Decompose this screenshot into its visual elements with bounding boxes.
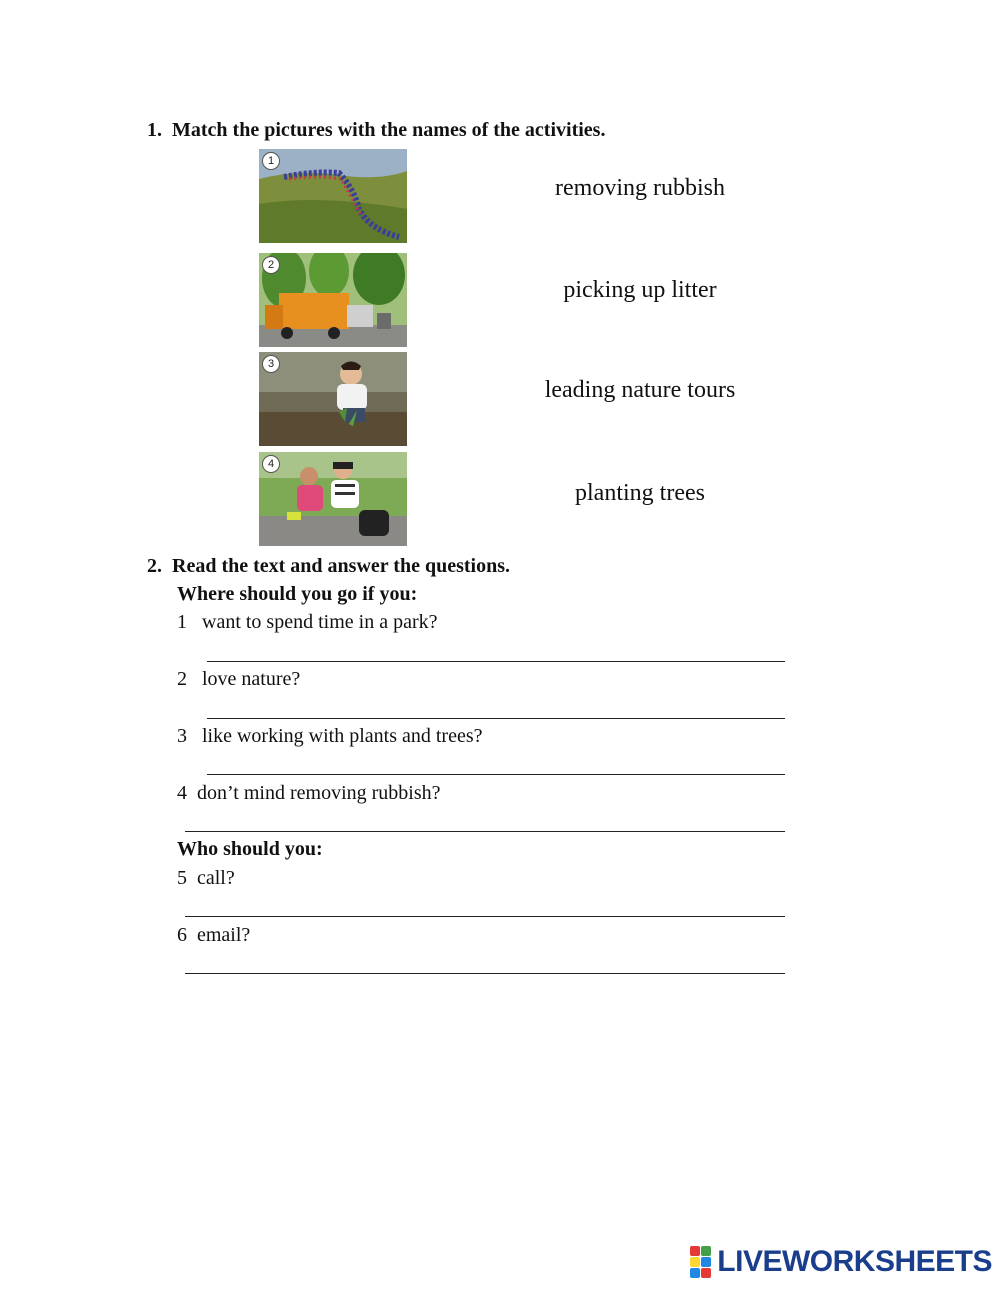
where-subheading: Where should you go if you: [177, 583, 418, 605]
who-subheading: Who should you: [177, 838, 323, 860]
activity-label-4[interactable]: planting trees [575, 480, 705, 506]
picture-3 [259, 352, 407, 446]
section-1-heading [147, 119, 605, 142]
answer-line-1[interactable] [207, 661, 785, 662]
picture-badge: 4 [262, 455, 280, 473]
question-text: don’t mind removing rubbish? [197, 782, 441, 804]
logo-text: LIVEWORKSHEETS [717, 1245, 992, 1278]
activity-label-3[interactable]: leading nature tours [544, 377, 736, 403]
question-number: 5 [177, 867, 187, 889]
question-text: like working with plants and trees? [202, 725, 483, 747]
picture-4 [259, 452, 407, 546]
group-walking-photo [259, 149, 407, 243]
answer-line-2[interactable] [207, 718, 785, 719]
question-4 [177, 782, 441, 805]
picture-1 [259, 149, 407, 243]
question-text: email? [197, 924, 251, 946]
child-planting-photo [259, 352, 407, 446]
question-2 [177, 668, 300, 691]
question-number: 6 [177, 924, 187, 946]
answer-line-3[interactable] [207, 774, 785, 775]
garbage-truck-photo [259, 253, 407, 347]
question-number: 3 [177, 725, 187, 747]
activity-label-2[interactable]: picking up litter [563, 277, 717, 303]
picture-badge: 3 [262, 355, 280, 373]
question-3 [177, 725, 483, 748]
answer-line-4[interactable] [185, 831, 785, 832]
answer-line-5[interactable] [185, 916, 785, 917]
question-text: call? [197, 867, 235, 889]
question-6 [177, 924, 250, 947]
question-text: want to spend time in a park? [202, 611, 438, 633]
section-1-number: 1. [147, 119, 162, 141]
question-5 [177, 867, 235, 890]
answer-line-6[interactable] [185, 973, 785, 974]
section-1-title: Match the pictures with the names of the activities. [172, 119, 606, 141]
question-text: love nature? [202, 668, 301, 690]
section-2-heading [147, 555, 510, 578]
activity-label-1[interactable]: removing rubbish [555, 175, 725, 201]
question-1 [177, 611, 438, 634]
logo-blocks-icon [690, 1246, 711, 1278]
question-number: 2 [177, 668, 187, 690]
kids-picking-litter-photo [259, 452, 407, 546]
picture-badge: 2 [262, 256, 280, 274]
liveworksheets-logo [690, 1245, 992, 1279]
picture-2 [259, 253, 407, 347]
section-2-number: 2. [147, 555, 162, 577]
question-number: 1 [177, 611, 187, 633]
question-number: 4 [177, 782, 187, 804]
picture-badge: 1 [262, 152, 280, 170]
section-2-title: Read the text and answer the questions. [172, 555, 510, 577]
